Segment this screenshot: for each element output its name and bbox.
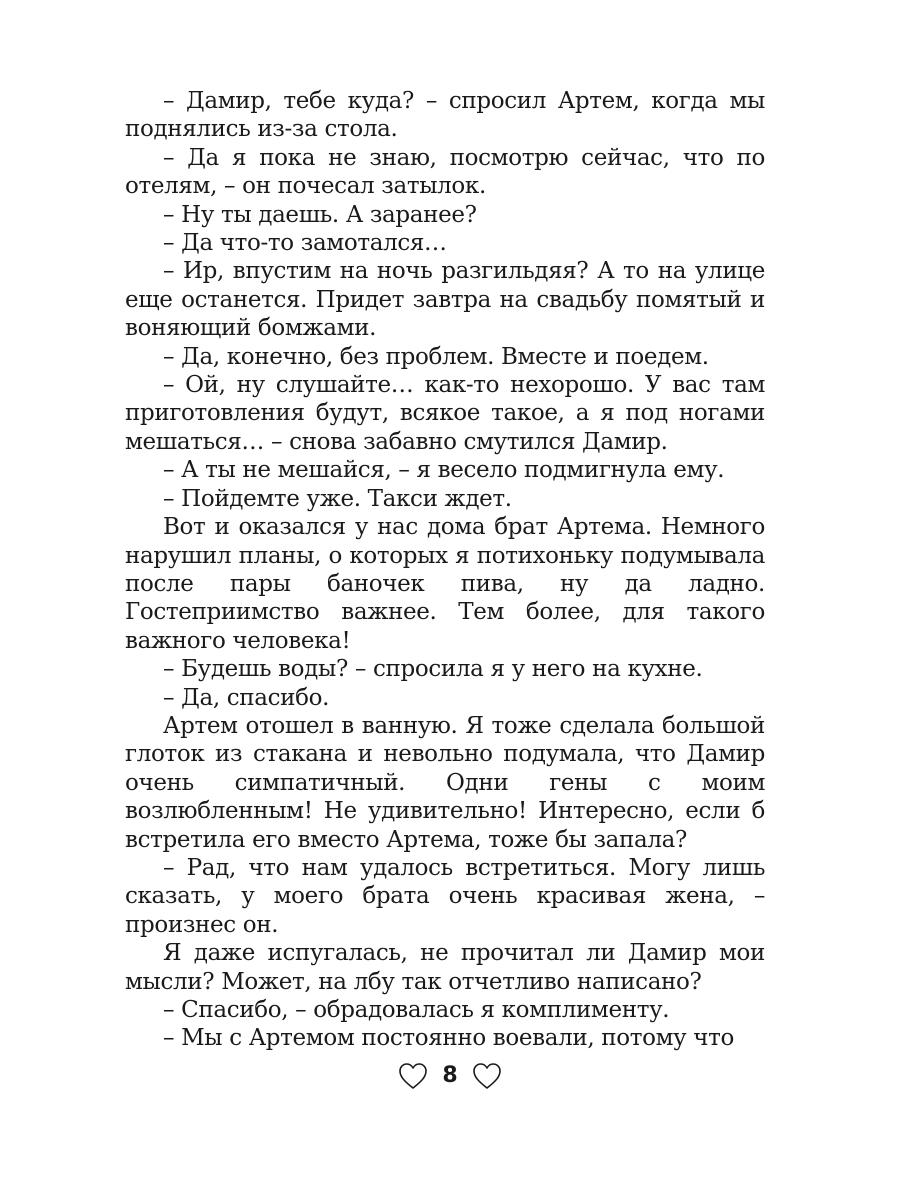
page-number: 8 bbox=[442, 1063, 458, 1088]
paragraph: – Рад, что нам удалось встретиться. Могу лишь сказать, у моего брата очень красивая жена, – произнес он. bbox=[125, 854, 765, 938]
paragraph: – Ну ты даешь. А заранее? bbox=[163, 201, 477, 228]
paragraph: – Да что-то замотался… bbox=[163, 230, 447, 257]
heart-outline-icon bbox=[472, 1062, 502, 1090]
paragraph: – Будешь воды? – спросила я у него на кухне. bbox=[163, 656, 703, 683]
paragraph: – А ты не мешайся, – я весело подмигнула ему. bbox=[163, 457, 725, 484]
page-footer bbox=[0, 1062, 900, 1090]
paragraph: Артем отошел в ванную. Я тоже сделала большой глоток из стакана и невольно подумала, что Дамир очень симпатичный. Одни гены с моим возлюбленным! Не удивительно! Интересно, если б встретила его вместо Артема, тоже бы запала? bbox=[125, 712, 765, 853]
heart-outline-icon bbox=[398, 1062, 428, 1090]
paragraph: – Да, конечно, без проблем. Вместе и поедем. bbox=[163, 343, 709, 370]
paragraph: – Ир, впустим на ночь разгильдяя? А то на улице еще останется. Придет завтра на свадьбу помятый и воняющий бомжами. bbox=[125, 258, 765, 342]
paragraph: – Мы с Артемом постоянно воевали, потому что bbox=[163, 1025, 735, 1052]
paragraph: Вот и оказался у нас дома брат Артема. Немного нарушил планы, о которых я потихоньку подумывала после пары баночек пива, ну да ладно. Гостеприимство важнее. Тем более, для такого важного человека! bbox=[125, 514, 765, 654]
paragraph: – Спасибо, – обрадовалась я комплименту. bbox=[163, 997, 670, 1023]
paragraph: – Да, спасибо. bbox=[163, 684, 330, 711]
paragraph: – Да я пока не знаю, посмотрю сейчас, что по отелям, – он почесал затылок. bbox=[125, 144, 765, 200]
paragraph: Я даже испугалась, не прочитал ли Дамир мои мысли? Может, на лбу так отчетливо написано? bbox=[125, 940, 765, 995]
paragraph: – Пойдемте уже. Такси ждет. bbox=[163, 485, 512, 512]
paragraph: – Ой, ну слушайте… как-то нехорошо. У вас там приготовления будут, всякое такое, а я под ногами мешаться… – снова забавно смутился Дамир. bbox=[125, 372, 765, 455]
page-body-text bbox=[125, 87, 765, 1053]
paragraph: – Дамир, тебе куда? – спросил Артем, когда мы поднялись из-за стола. bbox=[125, 88, 765, 143]
